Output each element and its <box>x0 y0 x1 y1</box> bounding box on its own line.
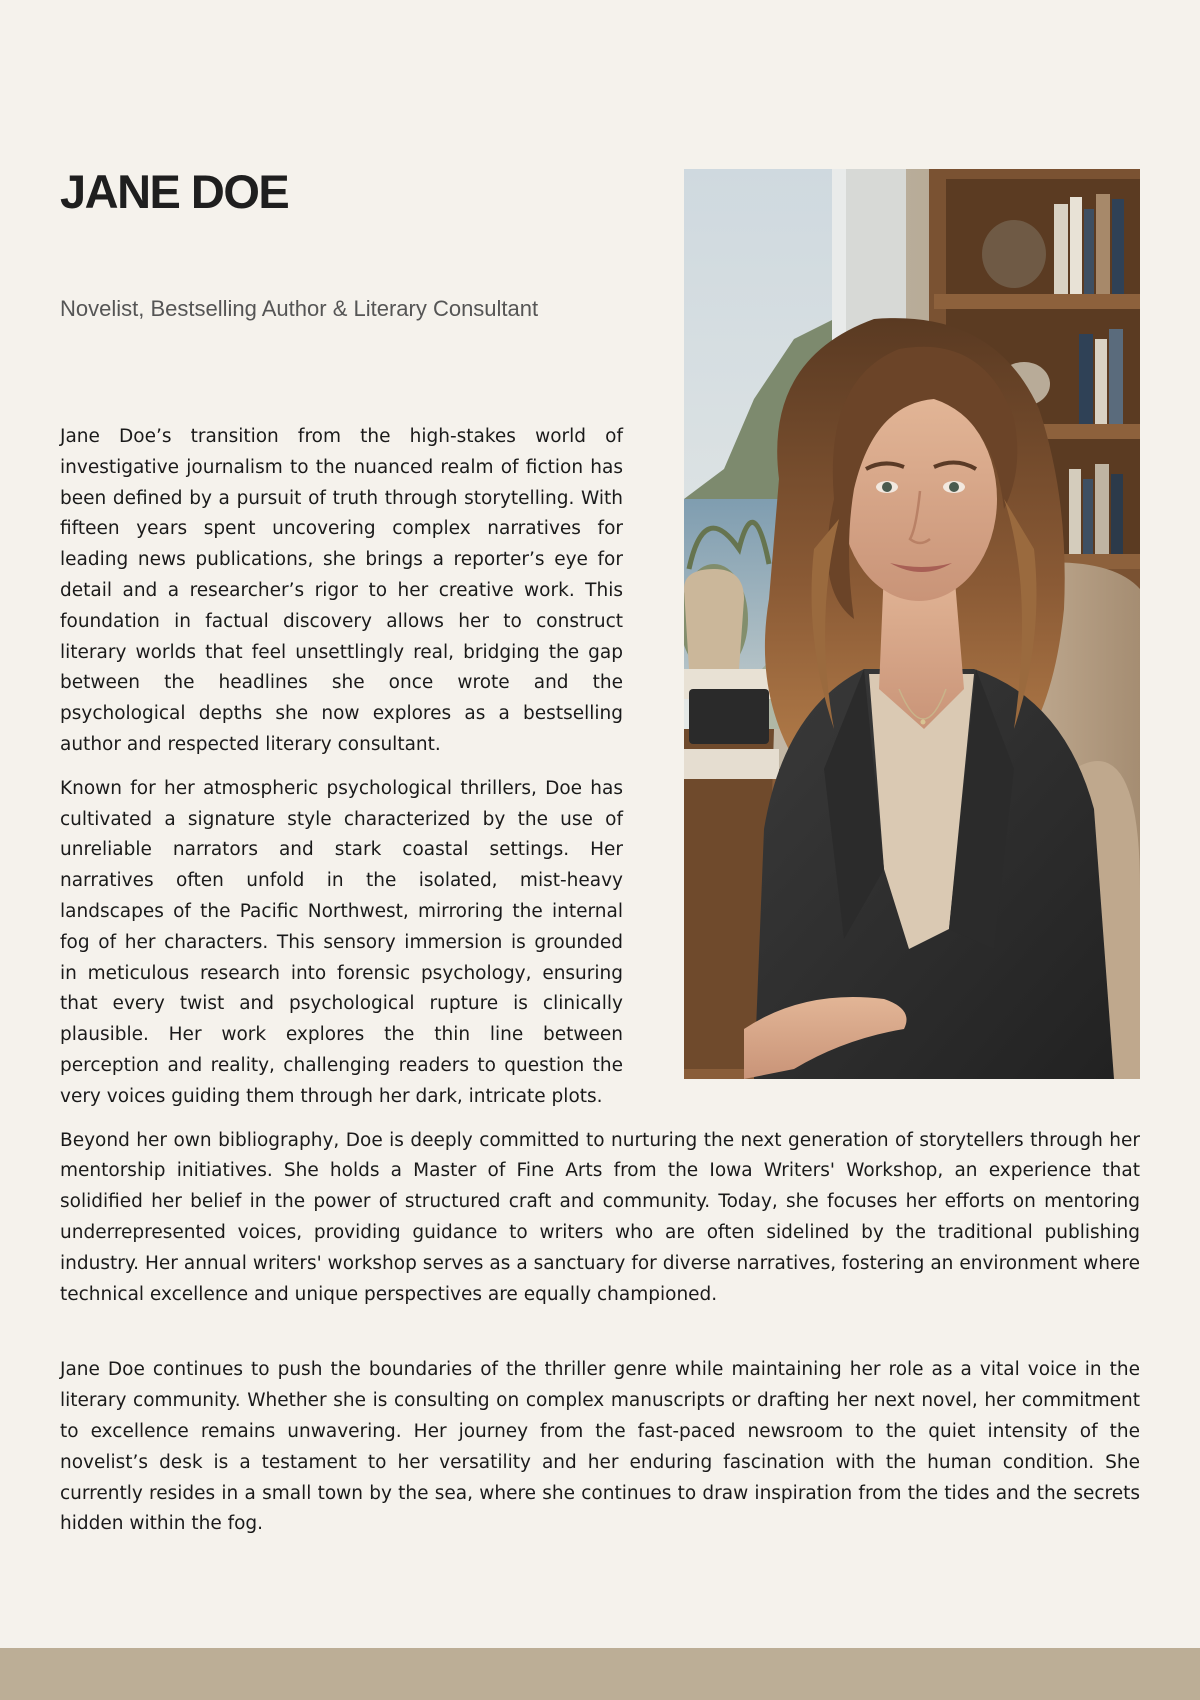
footer-band <box>0 1648 1200 1700</box>
bio-body <box>60 422 1140 1553</box>
bio-paragraph: Beyond her own bibliography, Doe is deeply committed to nurturing the next generation of storytellers through her mentorship initiatives. She holds a Master of Fine Arts from the Iowa Writers' Workshop, an experience that solidified her belief in the power of structured craft and community. Today, she focuses her efforts on mentoring underrepresented voices, providing guidance to writers who are often sidelined by the traditional publishing industry. Her annual writers' workshop serves as a sanctuary for diverse narratives, fostering an environment where technical excellence and unique perspectives are equally championed. <box>60 1129 1140 1305</box>
bio-paragraph: Jane Doe continues to push the boundaries of the thriller genre while maintaining her role as a vital voice in the literary community. Whether she is consulting on complex manuscripts or drafting her next novel, her commitment to excellence remains unwavering. Her journey from the fast-paced newsroom to the quiet intensity of the novelist’s desk is a testament to her versatility and her enduring fascination with the human condition. She currently resides in a small town by the sea, where she continues to draw inspiration from the tides and the secrets hidden within the fog. <box>60 1359 1140 1535</box>
bio-paragraph: Jane Doe’s transition from the high-stakes world of investigative journalism to the nuanced realm of fiction has been defined by a pursuit of truth through storytelling. With fifteen years spent uncovering complex narratives for leading news publications, she brings a reporter’s eye for detail and a researcher’s rigor to her creative work. This foundation in factual discovery allows her to construct literary worlds that feel unsettlingly real, bridging the gap between the headlines she once wrote and the psychological depths she now explores as a bestselling author and respected literary consultant. <box>60 426 623 755</box>
portrait-photo-illustration <box>684 169 1140 1079</box>
author-name: JANE DOE <box>60 165 289 218</box>
author-portrait <box>684 169 1140 1079</box>
bio-paragraph: Known for her atmospheric psychological thrillers, Doe has cultivated a signature style characterized by the use of unreliable narrators and stark coastal settings. Her narratives often unfold in the isolated, mist-heavy landscapes of the Pacific Northwest, mirroring the internal fog of her characters. This sensory immersion is grounded in meticulous research into forensic psychology, ensuring that every twist and psychological rupture is clinically plausible. Her work explores the thin line between perception and reality, challenging readers to question the very voices guiding them through her dark, intricate plots. <box>60 777 623 1107</box>
author-subtitle: Novelist, Bestselling Author & Literary Consultant <box>60 296 539 321</box>
